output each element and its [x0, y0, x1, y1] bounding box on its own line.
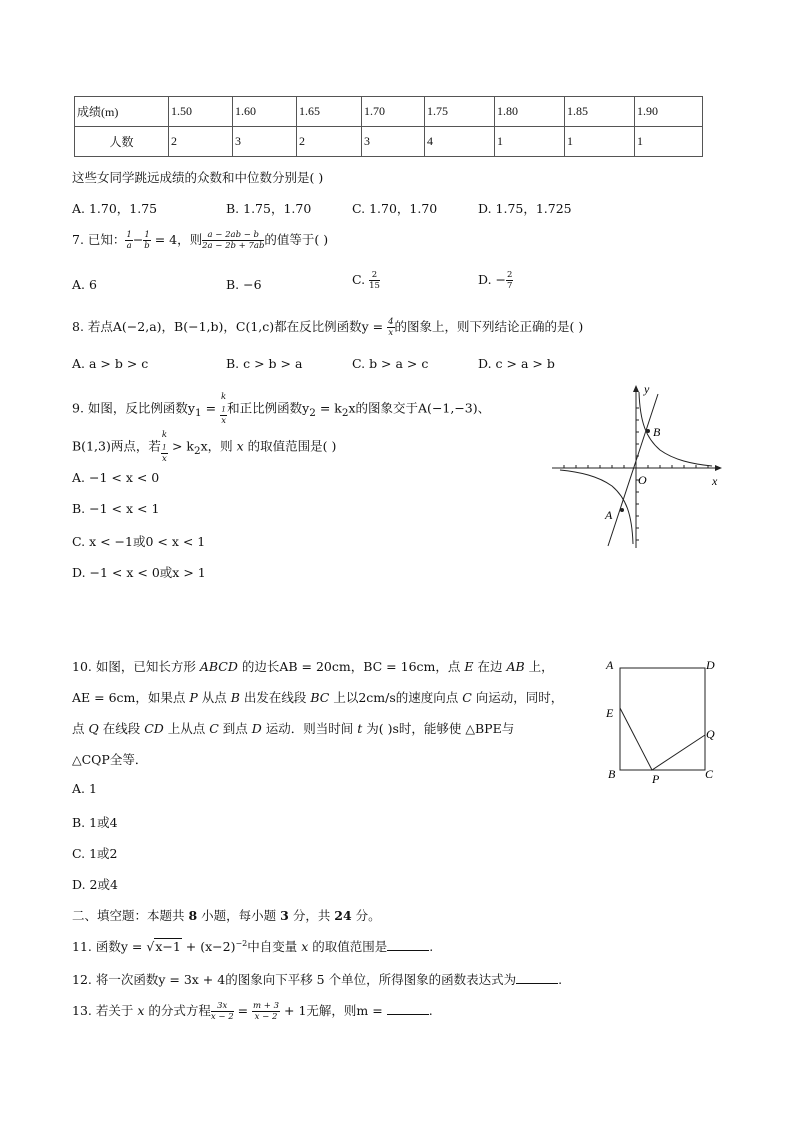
denominator: x — [388, 328, 394, 338]
text: 中自变量 — [247, 939, 302, 954]
numerator: 1 — [126, 230, 132, 240]
subscript: 1 — [194, 406, 202, 419]
variable: E — [464, 659, 474, 674]
fraction — [369, 270, 380, 291]
minus-sign: − — [132, 232, 144, 247]
label-e: E — [606, 706, 614, 720]
subscript: 2 — [341, 406, 349, 419]
option-label: C. — [352, 272, 370, 287]
q7-option-d — [478, 270, 513, 291]
text: 小题，每小题 — [197, 908, 281, 923]
answer-blank[interactable] — [387, 939, 429, 951]
variable: P — [189, 690, 198, 705]
numerator: 3x — [211, 1001, 234, 1012]
text: = k — [315, 400, 342, 416]
q12-stem: 12. 将一次函数y = 3x + 4的图象向下平移 5 个单位，所得图象的函数表达式为 . — [72, 972, 563, 987]
denominator: 15 — [369, 281, 380, 291]
y-arrow — [633, 385, 639, 392]
table-header-cell: 成绩(m) — [75, 97, 169, 127]
answer-blank[interactable] — [387, 1003, 429, 1015]
table-cell: 2 — [297, 127, 362, 157]
q9-option-d: D. −1 < x < 0或x > 1 — [72, 565, 206, 580]
q6-option-c: C. 1.70，1.70 — [352, 201, 438, 216]
point-a-label: A — [605, 508, 613, 522]
number: 8 — [188, 908, 198, 923]
hyperbola-branch-2 — [560, 470, 633, 544]
fraction — [387, 317, 394, 338]
q8-tail: 的图象上，则下列结论正确的是( ) — [394, 319, 584, 334]
numerator — [161, 430, 168, 454]
denominator: 2a − 2b + 7ab — [202, 241, 265, 251]
superscript: −2 — [235, 938, 248, 948]
table-cell: 1 — [495, 127, 565, 157]
fraction — [125, 230, 132, 251]
point-b — [646, 429, 650, 433]
text: 9. 如图，反比例函数y — [72, 400, 195, 416]
text: 点 — [72, 721, 89, 736]
q9-graph-figure — [550, 382, 725, 552]
y-axis-label: y — [644, 382, 650, 396]
q8-option-d: D. c > a > b — [478, 356, 555, 371]
q7-tail: 的值等于( ) — [264, 232, 329, 247]
number: 24 — [334, 908, 352, 923]
variable: Q — [88, 721, 99, 736]
variable: ABCD — [199, 659, 238, 674]
text: AE = 6cm，如果点 — [72, 690, 190, 705]
label-b: B — [608, 767, 616, 781]
table-cell: 1 — [565, 127, 635, 157]
table-cell: 4 — [425, 127, 495, 157]
fraction — [143, 230, 150, 251]
text: 分。 — [351, 908, 381, 923]
table-cell: 2 — [169, 127, 233, 157]
table-cell: 1.75 — [425, 97, 495, 127]
q7-option-b: B. −6 — [226, 277, 262, 292]
denominator: a — [126, 241, 132, 251]
text: 运动．则当时间 — [261, 721, 358, 736]
variable: x — [137, 1003, 145, 1018]
q10-option-b: B. 1或4 — [72, 815, 118, 830]
text: 上， — [524, 659, 554, 674]
q10-line4: △CQP全等． — [72, 752, 148, 767]
q8-option-b: B. c > b > a — [226, 356, 303, 371]
text: 的分式方程 — [144, 1003, 211, 1018]
text: 向运动，同时， — [471, 690, 564, 705]
text: 出发在线段 — [239, 690, 311, 705]
text: = — [201, 400, 221, 416]
q9-stem — [72, 392, 490, 426]
denominator: x − 2 — [210, 1012, 234, 1022]
q10-option-a: A. 1 — [72, 781, 97, 796]
q9-option-c: C. x < −1或0 < x < 1 — [72, 534, 206, 549]
variable: B — [230, 690, 240, 705]
text: 的边长AB = 20cm，BC = 16cm，点 — [237, 659, 465, 674]
variable: CD — [144, 721, 164, 736]
table-row — [75, 127, 703, 157]
text: 到点 — [218, 721, 252, 736]
denominator: x — [162, 453, 167, 464]
q11-stem: 11. 函数$y = √x-1 + (x-2)^{-2}$中自变量 x 的取值范围是 . — [72, 938, 434, 954]
label-q: Q — [706, 727, 715, 741]
q7-option-c — [352, 270, 380, 291]
variable: C — [209, 721, 219, 736]
variable: x — [236, 438, 244, 454]
label-p: P — [652, 772, 660, 786]
variable: x — [301, 939, 309, 954]
proportional-line — [608, 394, 658, 546]
score-table — [74, 96, 703, 157]
variable: D — [251, 721, 262, 736]
table-cell: 1.65 — [297, 97, 362, 127]
point-b-label: B — [653, 425, 661, 439]
text: k — [221, 392, 227, 402]
denominator: x — [221, 415, 226, 426]
subscript: 2 — [193, 444, 201, 457]
text: 分，共 — [288, 908, 335, 923]
label-a: A — [606, 658, 614, 672]
text: 的取值范围是 — [308, 939, 388, 954]
fraction — [211, 1001, 234, 1022]
text: + (x−2) — [181, 939, 236, 954]
answer-blank[interactable] — [516, 972, 558, 984]
table-cell: 1 — [635, 127, 703, 157]
text: 在线段 — [98, 721, 145, 736]
denominator: b — [144, 241, 150, 251]
q9-stem-line2 — [72, 430, 336, 464]
q8-stem — [72, 317, 583, 338]
q10-line2 — [72, 688, 563, 706]
q6-stem: 这些女同学跳远成绩的众数和中位数分别是( ) — [72, 170, 324, 185]
q10-rectangle-figure — [600, 652, 724, 790]
text: + 1无解，则m = — [280, 1003, 387, 1018]
point-a — [620, 508, 624, 512]
option-label: D. − — [478, 272, 506, 287]
table-cell: 3 — [233, 127, 297, 157]
label-c: C — [705, 767, 714, 781]
numerator: 4 — [388, 317, 394, 327]
text: 10. 如图，已知长方形 — [72, 659, 200, 674]
numerator: 2 — [369, 270, 380, 281]
radicand: x−1 — [155, 939, 181, 954]
text: 上以2cm/s的速度向点 — [329, 690, 463, 705]
table-row — [75, 97, 703, 127]
segment-epq — [620, 708, 705, 770]
q6-option-d: D. 1.75，1.725 — [478, 201, 572, 216]
text: 二、填空题：本题共 — [72, 908, 189, 923]
denominator: 7 — [507, 281, 513, 291]
table-cell: 1.90 — [635, 97, 703, 127]
numerator: 1 — [144, 230, 150, 240]
text: 13. 若关于 — [72, 1003, 138, 1018]
text: 上从点 — [163, 721, 210, 736]
variable: AB — [506, 659, 525, 674]
text: B(1,3)两点，若 — [72, 438, 161, 454]
x-axis-label: x — [712, 474, 718, 488]
q13-stem: 13. 若关于 x 的分式方程 $\frac{3x}{x - 2}$ = $\frac{m + 3}{x - 2}$ + 1无解，则m = . — [72, 1001, 433, 1022]
q10-option-c: C. 1或2 — [72, 846, 118, 861]
q7-mid: = 4，则 — [150, 232, 203, 247]
text: 11. 函数y = — [72, 939, 147, 954]
q7-lead: 7. 已知： — [72, 232, 126, 247]
variable: C — [462, 690, 472, 705]
sqrt-sign: √ — [146, 939, 155, 954]
variable: BC — [310, 690, 330, 705]
numerator: m + 3 — [253, 1001, 280, 1011]
fraction — [161, 430, 168, 464]
text: > k — [167, 438, 194, 454]
text: k — [161, 430, 167, 440]
table-cell: 1.60 — [233, 97, 297, 127]
text: x的图象交于A(−1,−3)、 — [348, 400, 491, 416]
subscript: 1 — [221, 404, 226, 414]
text: = — [233, 1003, 253, 1018]
fraction — [202, 230, 264, 251]
numerator: 2 — [507, 270, 513, 280]
q7-stem — [72, 230, 328, 251]
table-cell: 1.70 — [362, 97, 425, 127]
table-cell: 1.50 — [169, 97, 233, 127]
variable: t — [357, 721, 363, 736]
q8-lead: 8. 若点A(−2,a)，B(−1,b)，C(1,c)都在反比例函数y = — [72, 319, 388, 334]
q10-line3 — [72, 719, 514, 737]
q6-option-b: B. 1.75，1.70 — [226, 201, 312, 216]
origin-label: O — [638, 473, 647, 487]
fraction — [252, 1001, 280, 1022]
subscript: 2 — [309, 406, 316, 419]
q7-option-a: A. 6 — [72, 277, 97, 292]
q9-option-a: A. −1 < x < 0 — [72, 470, 160, 485]
q6-option-a: A. 1.70，1.75 — [72, 201, 158, 216]
text: 和正比例函数y — [227, 400, 310, 416]
number: 3 — [280, 908, 289, 923]
fraction — [506, 270, 513, 291]
q9-option-b: B. −1 < x < 1 — [72, 501, 160, 516]
text: 在边 — [473, 659, 507, 674]
label-d: D — [706, 658, 715, 672]
subscript: 1 — [162, 442, 167, 452]
x-arrow — [715, 465, 722, 471]
q10-line1 — [72, 657, 554, 675]
table-header-cell: 人数 — [75, 127, 169, 157]
rectangle-abcd — [620, 668, 705, 770]
text: 的取值范围是( ) — [243, 438, 337, 454]
q8-option-c: C. b > a > c — [352, 356, 429, 371]
text: 从点 — [197, 690, 231, 705]
denominator: x − 2 — [254, 1012, 278, 1022]
table-cell: 1.85 — [565, 97, 635, 127]
section-2-heading — [72, 906, 381, 924]
text: 12. 将一次函数y = 3x + 4的图象向下平移 5 个单位，所得图象的函数表达式为 — [72, 972, 517, 987]
text: 为( )s时，能够使 △BPE与 — [362, 721, 515, 736]
table-cell: 1.80 — [495, 97, 565, 127]
numerator: a − 2ab − b — [202, 230, 264, 241]
table-cell: 3 — [362, 127, 425, 157]
text: x，则 — [200, 438, 237, 454]
q8-option-a: A. a > b > c — [72, 356, 149, 371]
q10-option-d: D. 2或4 — [72, 877, 118, 892]
hyperbola-branch-1 — [639, 392, 712, 466]
